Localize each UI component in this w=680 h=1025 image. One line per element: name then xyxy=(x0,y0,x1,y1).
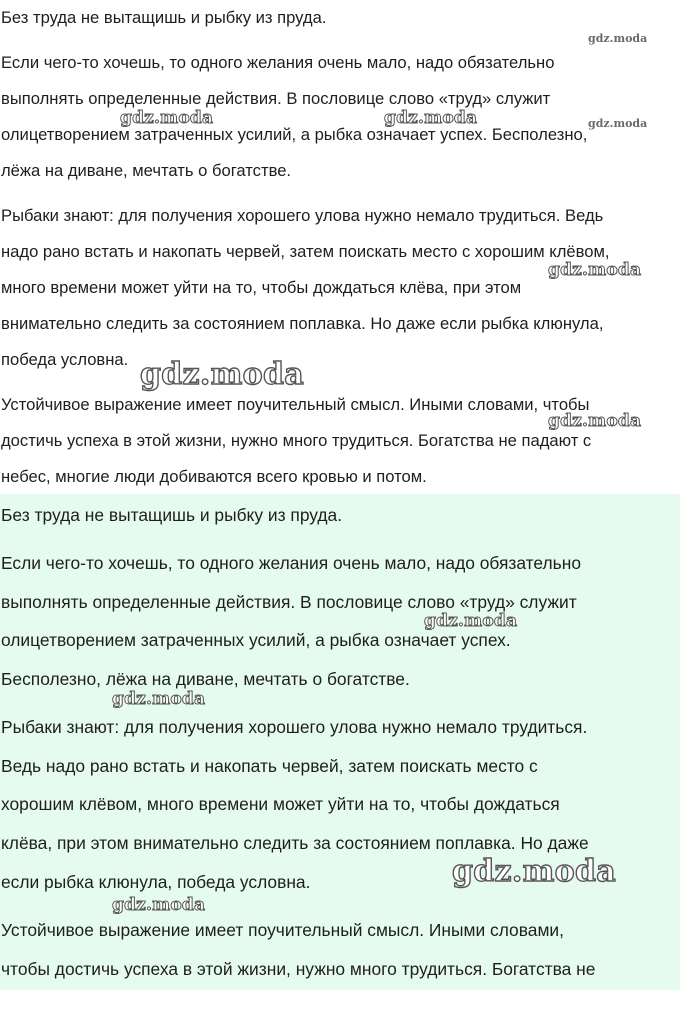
text-line: победа условна. xyxy=(1,350,129,369)
text-line: Устойчивое выражение имеет поучительный смысл. Иными словами, xyxy=(1,920,564,940)
first-text-block xyxy=(0,0,680,494)
text-line: Рыбаки знают: для получения хорошего улова нужно немало трудиться. Ведь xyxy=(1,206,604,225)
text-line: достичь успеха в этой жизни, нужно много трудиться. Богатства не падают с xyxy=(1,431,592,450)
watermark-logo: gdz.moda xyxy=(588,32,648,45)
text-line: Если чего-то хочешь, то одного желания очень мало, надо обязательно xyxy=(1,53,555,72)
watermark-logo: gdz.moda xyxy=(384,108,478,128)
watermark-logo: gdz.moda xyxy=(548,260,642,280)
text-line: Без труда не вытащишь и рыбку из пруда. xyxy=(1,505,343,525)
watermark-logo: gdz.moda xyxy=(140,357,305,392)
text-line: олицетворением затраченных усилий, а рыбка означает успех. xyxy=(1,630,511,650)
text-line: лёжа на диване, мечтать о богатстве. xyxy=(1,161,292,180)
watermark-logo: gdz.moda xyxy=(120,108,214,128)
watermark-logo: gdz.moda xyxy=(588,117,648,130)
text-line: выполнять определенные действия. В пословице слово «труд» служит xyxy=(1,592,577,612)
text-line: много времени может уйти на то, чтобы дождаться клёва, при этом xyxy=(1,278,522,297)
watermark-logo: gdz.moda xyxy=(452,854,617,889)
watermark-logo: gdz.moda xyxy=(548,411,642,431)
text-line: выполнять определенные действия. В пословице слово «труд» служит xyxy=(1,89,551,108)
text-line: надо рано встать и накопать червей, затем поискать место с хорошим клёвом, xyxy=(1,242,610,261)
watermark-logo: gdz.moda xyxy=(112,689,206,709)
text-line: Бесполезно, лёжа на диване, мечтать о богатстве. xyxy=(1,669,410,689)
text-line: олицетворением затраченных усилий, а рыбка означает успех. Бесполезно, xyxy=(1,125,588,144)
text-line: Если чего-то хочешь, то одного желания очень мало, надо обязательно xyxy=(1,553,582,573)
text-line: внимательно следить за состоянием поплавка. Но даже если рыбка клюнула, xyxy=(1,314,604,333)
text-line: хорошим клёвом, много времени может уйти на то, чтобы дождаться xyxy=(1,794,560,814)
text-line: если рыбка клюнула, победа условна. xyxy=(1,872,311,892)
text-line: Рыбаки знают: для получения хорошего улова нужно немало трудиться. xyxy=(1,717,588,737)
text-line: Устойчивое выражение имеет поучительный смысл. Иными словами, чтобы xyxy=(1,395,590,414)
text-line: Без труда не вытащишь и рыбку из пруда. xyxy=(1,8,327,27)
watermark-logo: gdz.moda xyxy=(112,895,206,915)
second-text-block xyxy=(0,494,680,990)
text-line: чтобы достичь успеха в этой жизни, нужно много трудиться. Богатства не xyxy=(1,959,596,979)
text-line: Ведь надо рано встать и накопать червей, затем поискать место с xyxy=(1,756,538,776)
text-line: небес, многие люди добиваются всего кровью и потом. xyxy=(1,467,427,486)
watermark-logo: gdz.moda xyxy=(424,611,518,631)
text-line: клёва, при этом внимательно следить за состоянием поплавка. Но даже xyxy=(1,833,589,853)
